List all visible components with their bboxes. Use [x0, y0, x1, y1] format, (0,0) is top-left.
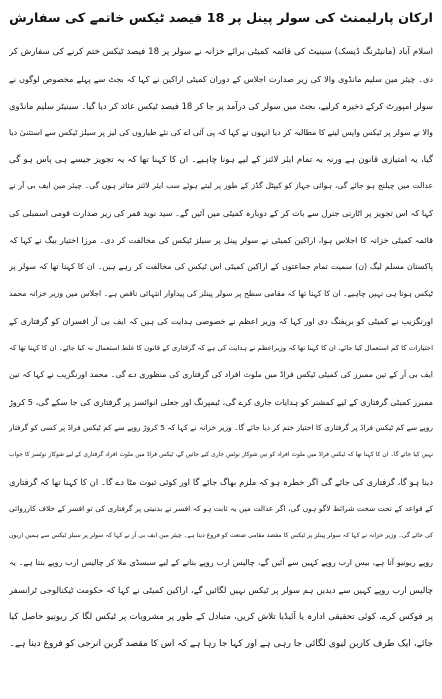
article-line: والا نے سولر پر ٹیکس واپس لینے کا مطالبہ کر دیا انہوں نے کہا کہ پی آئی اے کی نئے طیاروں کی لیز پر سیلز ٹیکس سے استثنیٰ دیا [9, 127, 433, 137]
article-line: اختیارات کا کم استعمال کیا جائے، ان کا کہنا تھا کہ وزیراعظم نے ہدایت کی ہے کہ گرفتاری کے قانون کا غلط استعمال نہ کیا جائے۔ ان کا کہنا تھا کہ [9, 343, 433, 352]
article-headline: ارکان پارلیمنٹ کی سولر پینل پر 18 فیصد ٹیکس خاتمے کی سفارش [9, 11, 433, 26]
article-line: کی جائے گی۔ وزیر خزانہ نے کہا کہ سولر پینلز پر ٹیکس کا مقصد مقامی صنعت کو فروغ دینا ہے۔ چیئر مین ایف بی آر نے کہا کہ سولر پر سیلز ٹیکس سے ہمیں اربوں [9, 532, 433, 540]
article-line: دی۔ چیئر مین سلیم مانڈوی والا کی زیر صدارت اجلاس کے دوران کمیٹی اراکین نے کہا کہ بجٹ سے پہلے مخصوص لوگوں نے [9, 73, 433, 84]
article-line: پاکستان مسلم لیگ (ن) سمیت تمام جماعتوں کے اراکین کمیٹی اس ٹیکس کی مخالفت کر رہے ہیں۔ ان کا کہنا تھا کہ سولر پر [9, 262, 433, 272]
article-line: چالیس ارب روپے کہیں سے دیدیں ہم سولر پر ٹیکس نہیں لگائیں گے، اراکین کمیٹی نے کہا کہ حکومت ٹیکنالوجی ٹرانسفر [9, 584, 433, 595]
article-body [9, 39, 433, 657]
article-line: جائے، ایک طرف کاربن لیوی لگائی جا رہی ہے اور کہا جا رہا ہے کہ اس کا مقصد گرین انرجی کو فروغ دینا ہے۔ [9, 638, 433, 649]
article-line: ٹیکس ہونا ہی نہیں چاہیے۔ ان کا کہنا تھا کہ مقامی سطح پر سولر پینلز کی پیداوار انتہائی ناقص ہے۔ اجلاس میں وزیر خزانہ محمد [9, 289, 433, 299]
article-line: کہا کہ اس تجویز پر اٹارنی جنرل سے بات کر کے دوبارہ کمیٹی میں آئیں گے۔ سید نوید قمر کی زیر صدارت قومی اسمبلی کی [9, 208, 433, 219]
article-line: دینا ہو گا، گرفتاری کی جائے گی اگر خطرہ ہو کہ ملزم بھاگ جائے گا اور کوئی ثبوت مٹا دے گا۔ ان کا کہنا تھا کہ گرفتاری [9, 477, 433, 488]
article-line: اورنگزیب نے کمیٹی کو بریفنگ دی اور کہا کہ وزیر اعظم نے خصوصی ہدایت کی ہیں کہ ایف بی آر افسران کو گرفتاری کے [9, 315, 433, 326]
article-line: نہیں کیا جائے گا۔ ان کا کہنا تھا کہ ٹیکس فراڈ میں ملوث افراد کو تین شوکاز نوٹس جاری کیے جائیں گے، ٹیکس فراڈ میں ملوث افراد گرفتاری کے لیے شوکاز نوٹسز کا جواب [9, 452, 433, 459]
article-line: ایف بی آر کے تین ممبرز کی کمیٹی ٹیکس فراڈ میں ملوث افراد کی گرفتاری کی منظوری دے گی۔ محمد اورنگزیب نے کہا کہ تین [9, 369, 433, 379]
article-line: روپے سے کم ٹیکس فراڈ پر گرفتاری کا اختیار ختم کر دیا جائے گا۔ وزیر خزانہ نے کہا کہ 5 کروڑ روپے سے کم ٹیکس فراڈ پر کسی کو گرفتار [9, 423, 433, 433]
article-line: عدالت میں چیلنج ہو جائے گی، ہوائی جہاز کو کیپٹل گڈز کے طور پر لیتے ہوئے سب ایئر لائنز متاثر ہوں گی۔ چیئر مین ایف بی آر نے [9, 181, 433, 191]
article-line: سولر امپورٹ کرکے ذخیرہ کرلیے، بجٹ میں سولر کی درآمد پر جا کر 18 فیصد ٹیکس عائد کر دیا گیا۔ سینیٹر سلیم مانڈوی [9, 100, 433, 111]
article-line: کے قواعد کے تحت سخت شرائط لاگو ہوں گی، اگر عدالت میں یہ ثابت ہو کہ افسر نے بدنیتی پر گرفتاری کی تو افسر کے خلاف کارروائی [9, 504, 433, 514]
article-line: پر فوکس کرے، کوئی تحقیقی ادارہ یا آئیڈیا تلاش کریں، متبادل کے طور پر مشروبات پر ٹیکس لگا کر ریونیو حاصل کیا [9, 611, 433, 622]
article-line: ممبرز کمیٹی گرفتاری کے لیے کمشنر کو ہدایات جاری کرے گی، ٹیمپرنگ اور جعلی انوائسز پر گرفتاری کی جا سکے گی، 5 کروڑ [9, 396, 433, 407]
article-line: گیا، یہ امتیازی قانون ہے ورنہ یہ تمام ایئر لائنز کے لیے ہونا چاہیے۔ ان کا کہنا تھا کہ یہ تجویز جیسے ہی پاس ہو گی [9, 154, 433, 165]
article-line: قائمہ کمیٹی خزانہ کا اجلاس ہوا، اراکین کمیٹی نے سولر پینل پر سیلز ٹیکس کی مخالفت کر دی۔ مرزا اختیار بیگ نے کہا کہ [9, 235, 433, 246]
article-line: روپے ریونیو آنا ہے، بیس ارب روپے کہیں سے آئیں گے، چالیس ارب روپے بنانے کے لیے سبسڈی ملا کر چالیس ارب روپے بنتا ہے۔ یہ [9, 557, 433, 567]
article-line: اسلام آباد (مانیٹرنگ ڈیسک) سینیٹ کی قائمہ کمیٹی برائے خزانہ نے سولر پر 18 فیصد ٹیکس ختم کرنے کی سفارش کر [9, 47, 433, 57]
